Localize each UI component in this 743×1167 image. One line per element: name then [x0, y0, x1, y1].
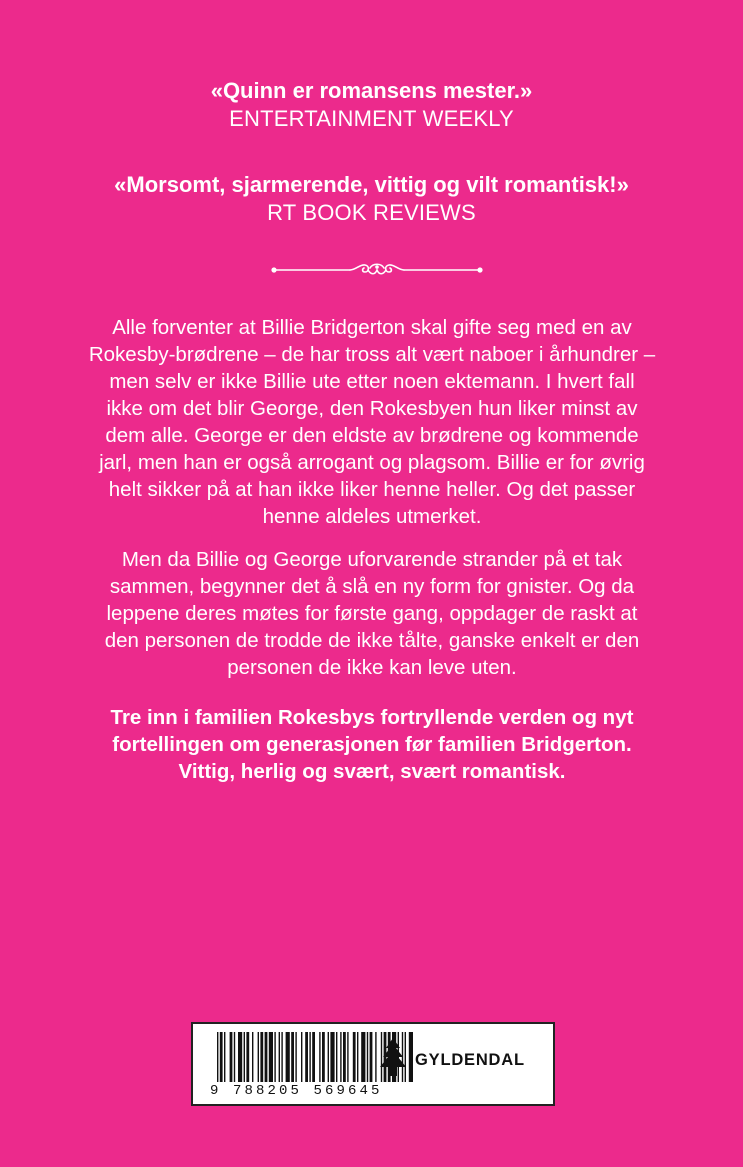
- text-line: ikke om det blir George, den Rokesbyen hun liker minst av: [106, 397, 638, 420]
- quote-2-text: «Morsomt, sjarmerende, vittig og vilt romantisk!»: [114, 172, 629, 197]
- text-line: fortellingen om generasjonen før familien Bridgerton.: [112, 733, 632, 756]
- text-line: Tre inn i familien Rokesbys fortryllende verden og nyt: [110, 706, 634, 729]
- text-line: dem alle. George er den eldste av brødrene og kommende: [105, 424, 639, 447]
- publisher-name: GYLDENDAL: [415, 1051, 525, 1069]
- ornament-divider-icon: [268, 259, 486, 281]
- isbn-number: 9 788205 569645: [210, 1083, 383, 1099]
- text-line: men selv er ikke Billie ute etter noen ektemann. I hvert fall: [109, 370, 635, 393]
- quote-1-source: ENTERTAINMENT WEEKLY: [229, 106, 514, 131]
- tagline-paragraph: [82, 704, 662, 785]
- text-line: personen de ikke kan leve uten.: [227, 656, 517, 679]
- text-line: leppene deres møtes for første gang, oppdager de raskt at: [106, 602, 638, 625]
- text-line: Men da Billie og George uforvarende strander på et tak: [121, 548, 623, 571]
- text-line: sammen, begynner det å slå en ny form for gnister. Og da: [109, 575, 635, 598]
- description-paragraph-1: [82, 314, 662, 530]
- text-line: Vittig, herlig og svært, svært romantisk.: [178, 760, 566, 783]
- quote-1: [0, 77, 743, 133]
- spruce-tree-icon: [376, 1036, 410, 1080]
- text-line: helt sikker på at han ikke liker henne heller. Og det passer: [108, 478, 636, 501]
- quote-1-text: «Quinn er romansens mester.»: [210, 78, 533, 103]
- text-line: jarl, men han er også arrogant og plagsom. Billie er for øvrig: [99, 451, 645, 474]
- description-paragraph-2: [82, 546, 662, 681]
- text-line: Alle forventer at Billie Bridgerton skal gifte seg med en av: [112, 316, 632, 339]
- quote-2: [0, 171, 743, 227]
- text-line: henne aldeles utmerket.: [262, 505, 482, 528]
- barcode-label: [191, 1022, 555, 1106]
- text-line: den personen de trodde de ikke tålte, ganske enkelt er den: [104, 629, 640, 652]
- quote-2-source: RT BOOK REVIEWS: [267, 200, 476, 225]
- text-line: Rokesby-brødrene – de har tross alt vært naboer i århundrer –: [88, 343, 656, 366]
